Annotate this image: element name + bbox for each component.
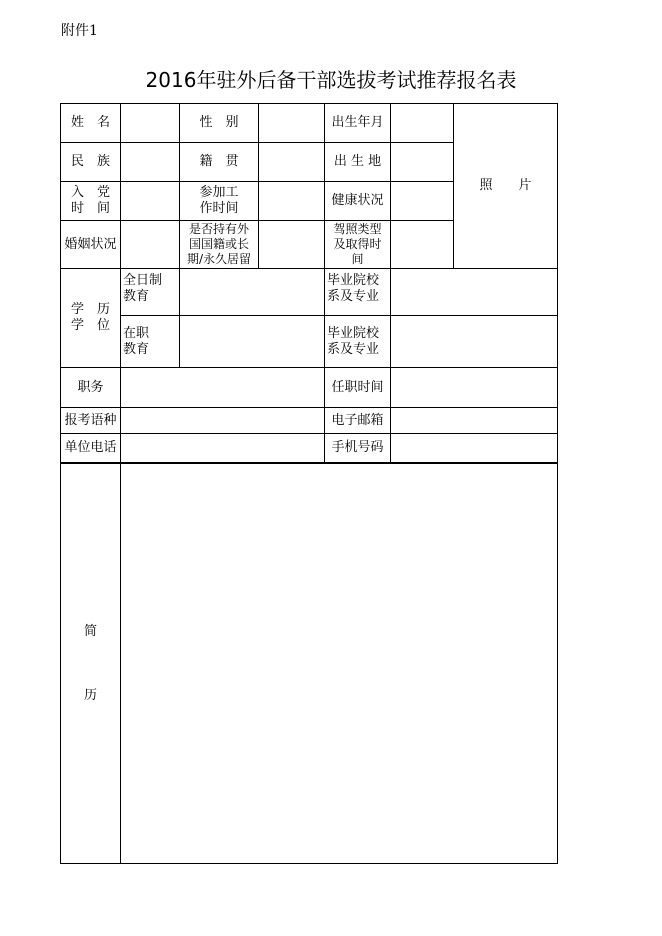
work-start-date-label: 参加工 作时间 bbox=[179, 181, 259, 221]
grad-school-major-2-field[interactable] bbox=[390, 315, 558, 368]
party-join-date-label: 入 党 时 间 bbox=[60, 181, 121, 221]
gender-field[interactable] bbox=[258, 103, 325, 143]
email-field[interactable] bbox=[390, 407, 558, 434]
annex-label: 附件1 bbox=[61, 23, 98, 39]
native-place-field[interactable] bbox=[258, 142, 325, 182]
party-join-date-field[interactable] bbox=[120, 181, 180, 221]
mobile-label: 手机号码 bbox=[324, 433, 391, 464]
resume-field[interactable] bbox=[120, 463, 558, 864]
marital-status-field[interactable] bbox=[120, 220, 180, 269]
marital-status-label: 婚姻状况 bbox=[60, 220, 121, 269]
name-label: 姓 名 bbox=[60, 103, 121, 143]
appointment-date-field[interactable] bbox=[390, 367, 558, 408]
inservice-edu-field[interactable] bbox=[179, 315, 325, 368]
work-phone-field[interactable] bbox=[120, 433, 325, 464]
birth-date-label: 出生年月 bbox=[324, 103, 391, 143]
license-type-label: 驾照类型 及取得时 间 bbox=[324, 220, 391, 269]
page-title: 2016年驻外后备干部选拔考试推荐报名表 bbox=[145, 68, 517, 92]
resume-label: 简 历 bbox=[60, 463, 121, 864]
exam-language-label: 报考语种 bbox=[60, 407, 121, 434]
birthplace-field[interactable] bbox=[390, 142, 454, 182]
registration-form bbox=[60, 103, 558, 864]
work-phone-label: 单位电话 bbox=[60, 433, 121, 464]
ethnicity-label: 民 族 bbox=[60, 142, 121, 182]
photo-box: 照 片 bbox=[453, 103, 558, 269]
foreign-residency-field[interactable] bbox=[258, 220, 325, 269]
health-status-label: 健康状况 bbox=[324, 181, 391, 221]
education-degree-label: 学 历 学 位 bbox=[60, 268, 121, 368]
grad-school-major-1-field[interactable] bbox=[390, 268, 558, 316]
mobile-field[interactable] bbox=[390, 433, 558, 464]
fulltime-edu-label: 全日制 教育 bbox=[120, 268, 180, 316]
email-label: 电子邮箱 bbox=[324, 407, 391, 434]
name-field[interactable] bbox=[120, 103, 180, 143]
license-type-field[interactable] bbox=[390, 220, 454, 269]
grad-school-major-2-label: 毕业院校 系及专业 bbox=[324, 315, 391, 368]
birthplace-label: 出 生 地 bbox=[324, 142, 391, 182]
ethnicity-field[interactable] bbox=[120, 142, 180, 182]
gender-label: 性 别 bbox=[179, 103, 259, 143]
inservice-edu-label: 在职 教育 bbox=[120, 315, 180, 368]
work-start-date-field[interactable] bbox=[258, 181, 325, 221]
health-status-field[interactable] bbox=[390, 181, 454, 221]
position-label: 职务 bbox=[60, 367, 121, 408]
fulltime-edu-field[interactable] bbox=[179, 268, 325, 316]
foreign-residency-label: 是否持有外 国国籍或长 期/永久居留 bbox=[179, 220, 259, 269]
exam-language-field[interactable] bbox=[120, 407, 325, 434]
grad-school-major-1-label: 毕业院校 系及专业 bbox=[324, 268, 391, 316]
appointment-date-label: 任职时间 bbox=[324, 367, 391, 408]
position-field[interactable] bbox=[120, 367, 325, 408]
birth-date-field[interactable] bbox=[390, 103, 454, 143]
native-place-label: 籍 贯 bbox=[179, 142, 259, 182]
